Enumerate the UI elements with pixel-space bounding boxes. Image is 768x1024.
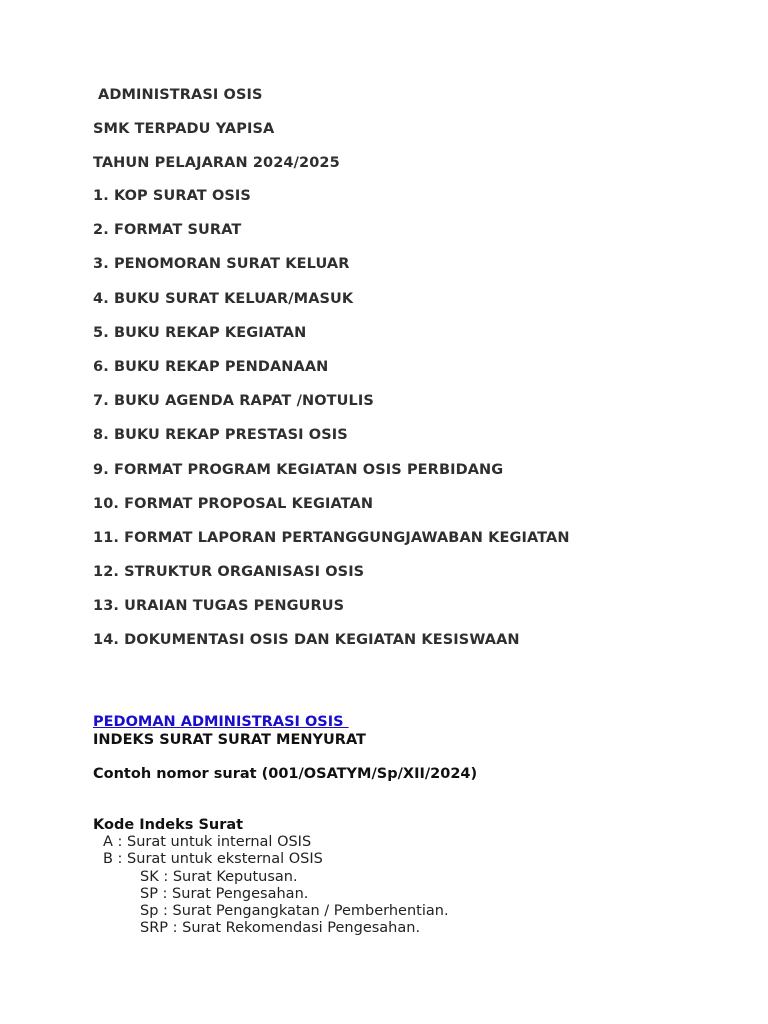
list-item: 1. KOP SURAT OSIS: [93, 188, 251, 204]
list-item: 8. BUKU REKAP PRESTASI OSIS: [93, 427, 348, 444]
list-item: 13. URAIAN TUGAS PENGURUS: [93, 598, 345, 615]
list-item: 9. FORMAT PROGRAM KEGIATAN OSIS PERBIDANG: [93, 461, 504, 478]
list-item: 12. STRUKTUR ORGANISASI OSIS: [93, 564, 365, 581]
example-number: Contoh nomor surat (001/OSATYM/Sp/XII/2024): [93, 766, 478, 782]
sub-code: SP : Surat Pengesahan.: [140, 885, 309, 902]
academic-year: TAHUN PELAJARAN 2024/2025: [93, 155, 340, 171]
list-item: 7. BUKU AGENDA RAPAT /NOTULIS: [93, 393, 374, 410]
kode-title: Kode Indeks Surat: [93, 817, 244, 833]
list-item: 4. BUKU SURAT KELUAR/MASUK: [93, 290, 354, 307]
pedoman-link[interactable]: PEDOMAN ADMINISTRASI OSIS: [93, 714, 349, 730]
pedoman-section: [93, 711, 477, 938]
index-heading: INDEKS SURAT SURAT MENYURAT: [93, 732, 366, 748]
kode-a: A : Surat untuk internal OSIS: [103, 834, 312, 850]
list-item: 2. FORMAT SURAT: [93, 222, 242, 239]
sub-code: SRP : Surat Rekomendasi Pengesahan.: [140, 920, 421, 937]
list-item: 3. PENOMORAN SURAT KELUAR: [93, 256, 350, 273]
list-item: 5. BUKU REKAP KEGIATAN: [93, 324, 307, 341]
document-title: ADMINISTRASI OSIS: [98, 87, 263, 103]
list-item: 6. BUKU REKAP PENDANAAN: [93, 358, 329, 375]
list-item: 10. FORMAT PROPOSAL KEGIATAN: [93, 495, 374, 512]
list-item: 11. FORMAT LAPORAN PERTANGGUNGJAWABAN KEGIATAN: [93, 529, 570, 546]
kode-b: B : Surat untuk eksternal OSIS: [103, 851, 323, 868]
school-name: SMK TERPADU YAPISA: [93, 121, 275, 137]
administration-list: [93, 187, 570, 666]
document-header: [93, 86, 340, 188]
list-item: 14. DOKUMENTASI OSIS DAN KEGIATAN KESISWAAN: [93, 632, 520, 649]
sub-code: SK : Surat Keputusan.: [140, 868, 298, 885]
sub-code: Sp : Surat Pengangkatan / Pemberhentian.: [140, 903, 449, 920]
